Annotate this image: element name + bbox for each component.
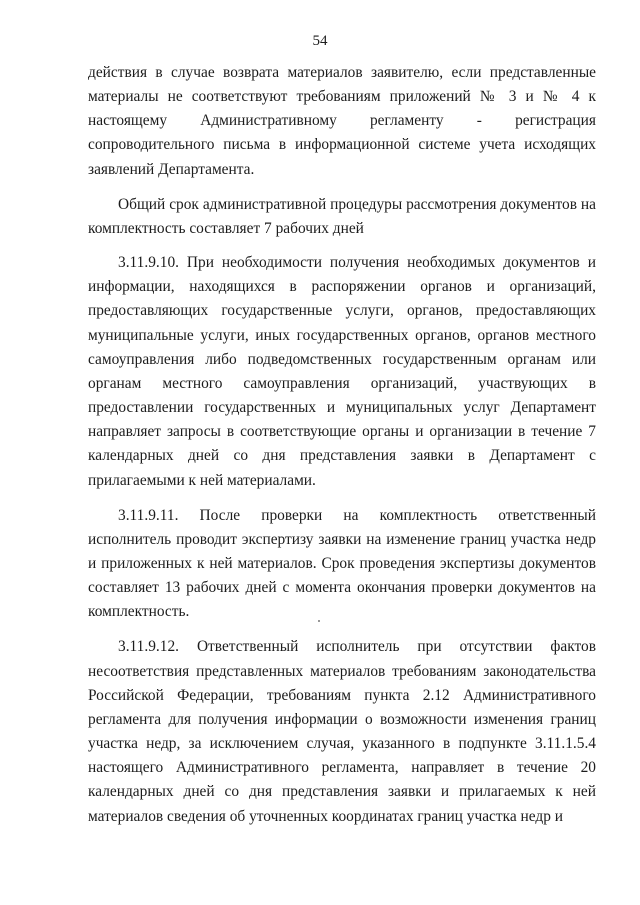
document-body — [88, 61, 596, 829]
scan-speck — [318, 620, 320, 622]
page-number: 54 — [312, 33, 328, 49]
paragraph-3-11-9-10: 3.11.9.10. При необходимости получения необходимых документов и информации, находящихся в распоряжении органов и организаций, предоставляющих государственные услуги, органов, предоставляющих муниципальные услуги, иных государственных органов, органов местного самоуправления либо подведомственных государственным органам или органам местного самоуправления организаций, участвующих в предоставлении государственных и муниципальных услуг Департамент направляет запросы в соответствующие органы и организации в течение 7 календарных дней со дня представления заявки в Департамент с прилагаемыми к ней материалами. — [88, 254, 596, 489]
paragraph-3-11-9-11: 3.11.9.11. После проверки на комплектность ответственный исполнитель проводит экспертизу заявки на изменение границ участка недр и приложенных к ней материалов. Срок проведения экспертизы документов составляет 13 рабочих дней с момента окончания проверки документов на комплектность. — [88, 506, 596, 621]
paragraph-total-term: Общий срок административной процедуры рассмотрения документов на комплектность составляет 7 рабочих дней — [88, 195, 596, 237]
paragraph-continuation: действия в случае возврата материалов заявителю, если представленные материалы не соответствуют требованиям приложений № 3 и № 4 к настоящему Административному регламенту - регистрация сопроводительного письма в информационной системе учета исходящих заявлений Департамента. — [88, 64, 596, 178]
paragraph-3-11-9-12: 3.11.9.12. Ответственный исполнитель при отсутствии фактов несоответствия представленных материалов требованиям законодательства Российской Федерации, требованиям пункта 2.12 Административного регламента для получения информации о возможности изменения границ участка недр, за исключением случая, указанного в подпункте 3.11.1.5.4 настоящего Административного регламента, направляет в течение 20 календарных дней со дня представления заявки и прилагаемых к ней материалов сведения об уточненных координатах границ участка недр и — [88, 638, 596, 825]
